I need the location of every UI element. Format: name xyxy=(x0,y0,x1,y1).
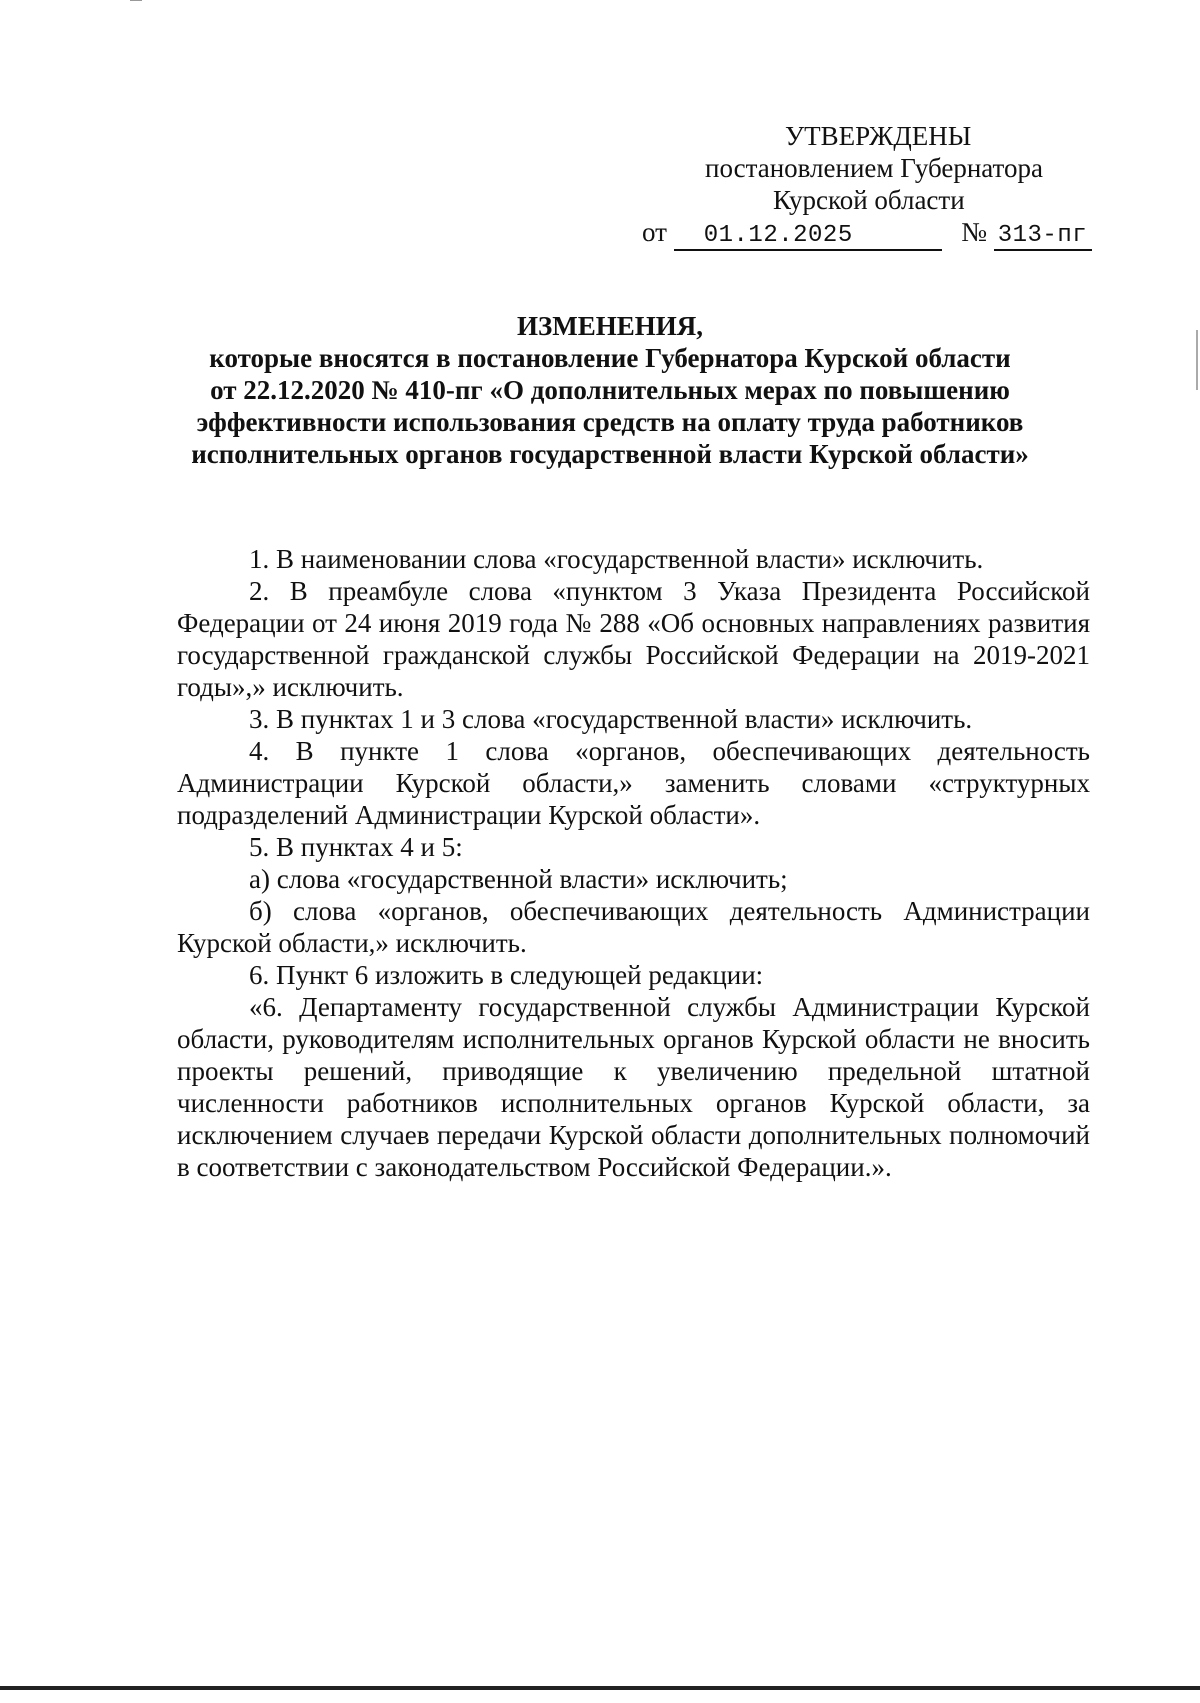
approval-date: 01.12.2025 xyxy=(674,223,942,251)
paragraph-2: 2. В преамбуле слова «пунктом 3 Указа Президента Российской Федерации от 24 июня 2019 года № 288 «Об основных направлениях развития государственной гражданской службы Российской Федерации на 2019-2021 годы»,» исключить. xyxy=(177,576,1090,702)
paragraph-5b: б) слова «органов, обеспечивающих деятельность Администрации Курской области,» исключить. xyxy=(177,896,1090,958)
title-line: эффективности использования средств на оплату труда работников xyxy=(196,407,1024,437)
approval-date-number-line xyxy=(642,216,1120,251)
paragraph-4: 4. В пункте 1 слова «органов, обеспечивающих деятельность Администрации Курской области,» заменить словами «структурных подразделений Администрации Курской области». xyxy=(177,736,1090,830)
title-line: от 22.12.2020 № 410-пг «О дополнительных мерах по повышению xyxy=(210,375,1010,405)
paragraph-5: 5. В пунктах 4 и 5: xyxy=(249,832,463,862)
approval-region: Курской области xyxy=(773,185,965,215)
scan-artifact-right xyxy=(1196,330,1198,390)
number-prefix: № xyxy=(961,217,987,247)
approval-number: 313-пг xyxy=(994,223,1092,251)
title-line: которые вносятся в постановление Губернатора Курской области xyxy=(209,343,1011,373)
title-line: исполнительных органов государственной власти Курской области» xyxy=(191,439,1029,469)
scan-artifact-top xyxy=(130,0,142,1)
approval-heading: УТВЕРЖДЕНЫ xyxy=(785,121,972,151)
scan-artifact-bottom xyxy=(0,1686,1200,1690)
title-heading: ИЗМЕНЕНИЯ, xyxy=(516,311,703,341)
approval-authority: постановлением Губернатора xyxy=(705,153,1043,183)
date-prefix: от xyxy=(642,217,667,247)
paragraph-6-quote: «6. Департаменту государственной службы Администрации Курской области, руководителям исполнительных органов Курской области не вносить проекты решений, приводящие к увеличению предельной штатной численности работников исполнительных органов Курской области, за исключением случаев передачи Курской области дополнительных полномочий в соответствии с законодательством Российской Федерации.». xyxy=(177,992,1090,1182)
paragraph-1: 1. В наименовании слова «государственной власти» исключить. xyxy=(249,544,984,574)
document-title xyxy=(150,310,1070,470)
approval-stamp-block xyxy=(642,120,1120,251)
paragraph-6: 6. Пункт 6 изложить в следующей редакции: xyxy=(249,960,764,990)
document-body xyxy=(177,543,1090,1183)
paragraph-3: 3. В пунктах 1 и 3 слова «государственной власти» исключить. xyxy=(249,704,973,734)
paragraph-5a: а) слова «государственной власти» исключить; xyxy=(249,864,788,894)
